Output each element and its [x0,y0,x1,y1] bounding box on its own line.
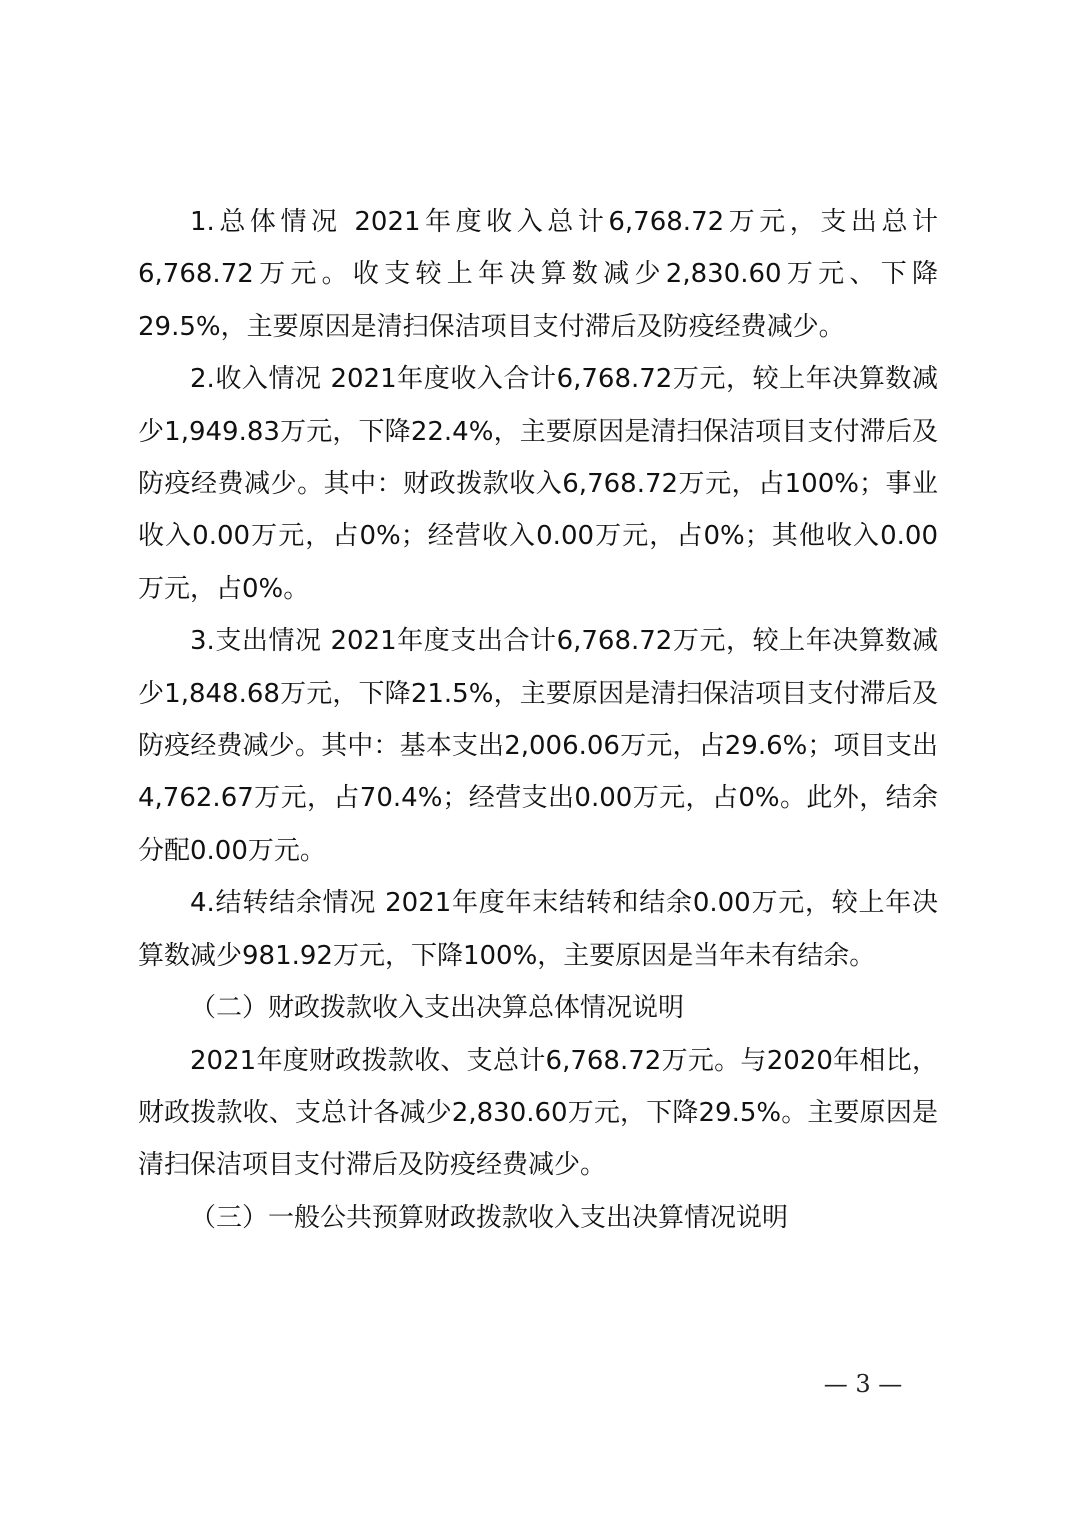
page-number: — 3 — [823,1370,903,1398]
document-body [138,196,938,1244]
section-two-body: 2021年度财政拨款收、支总计6,768.72万元。与2020年相比，财政拨款收、支总计各减少2,830.60万元，下降29.5%。主要原因是清扫保洁项目支付滞后及防疫经费减少。 [138,1045,938,1181]
paragraph-carryover: 4.结转结余情况 2021年度年末结转和结余0.00万元，较上年决算数减少981.92万元，下降100%，主要原因是当年未有结余。 [138,888,938,971]
paragraph-income: 2.收入情况 2021年度收入合计6,768.72万元，较上年决算数减少1,949.83万元，下降22.4%，主要原因是清扫保洁项目支付滞后及防疫经费减少。其中：财政拨款收入6,768.72万元，占100%；事业收入0.00万元，占0%；经营收入0.00万元，占0%；其他收入0.00万元，占0%。 [138,364,938,604]
paragraph-overall: 1.总体情况 2021年度收入总计6,768.72万元，支出总计6,768.72万元。收支较上年决算数减少2,830.60万元、下降29.5%，主要原因是清扫保洁项目支付滞后及防疫经费减少。 [138,207,938,342]
paragraph-expenditure: 3.支出情况 2021年度支出合计6,768.72万元，较上年决算数减少1,848.68万元，下降21.5%，主要原因是清扫保洁项目支付滞后及防疫经费减少。其中：基本支出2,006.06万元，占29.6%；项目支出4,762.67万元，占70.4%；经营支出0.00万元，占0%。此外，结余分配0.00万元。 [138,626,938,866]
section-three-heading: （三）一般公共预算财政拨款收入支出决算情况说明 [190,1202,789,1233]
section-two-heading: （二）财政拨款收入支出决算总体情况说明 [190,993,685,1024]
